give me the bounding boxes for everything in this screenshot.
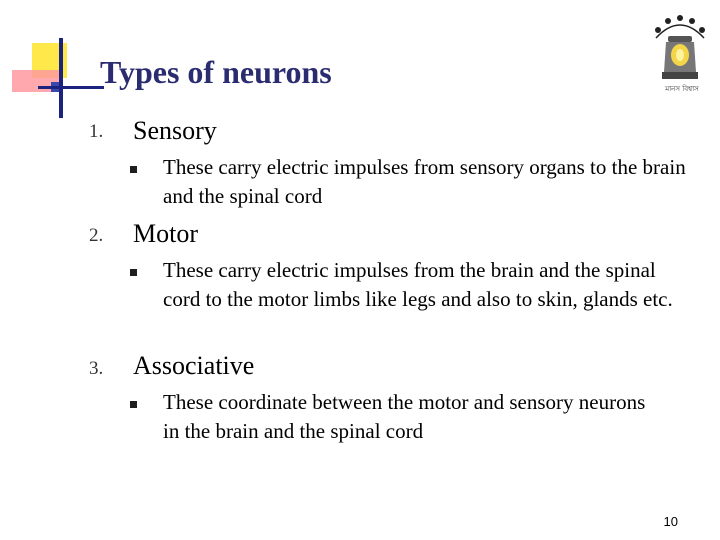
bullet-text: These coordinate between the motor and sensory neurons in the brain and the spinal cord	[163, 390, 646, 443]
bullet-text: These carry electric impulses from the brain and the spinal cord to the motor limbs like legs and also to skin, glands etc.	[163, 258, 673, 311]
list-number: 1.	[89, 121, 104, 142]
list-heading: Motor	[133, 219, 198, 248]
list-number: 3.	[89, 358, 104, 379]
bullet-marker	[130, 269, 137, 276]
list-number: 2.	[89, 225, 104, 246]
list-heading: Associative	[133, 351, 255, 380]
list-heading: Sensory	[133, 116, 217, 145]
bullet-marker	[130, 401, 137, 408]
bullet-text: These carry electric impulses from sensory organs to the brain and the spinal cord	[163, 155, 686, 208]
decor-horizontal-line	[38, 86, 104, 89]
decor-vertical-line	[59, 38, 63, 118]
slide-title: Types of neurons	[100, 54, 332, 90]
logo-caption: মানস বিশ্বাস	[665, 85, 699, 93]
page-number: 10	[663, 514, 678, 529]
bullet-marker	[130, 166, 137, 173]
